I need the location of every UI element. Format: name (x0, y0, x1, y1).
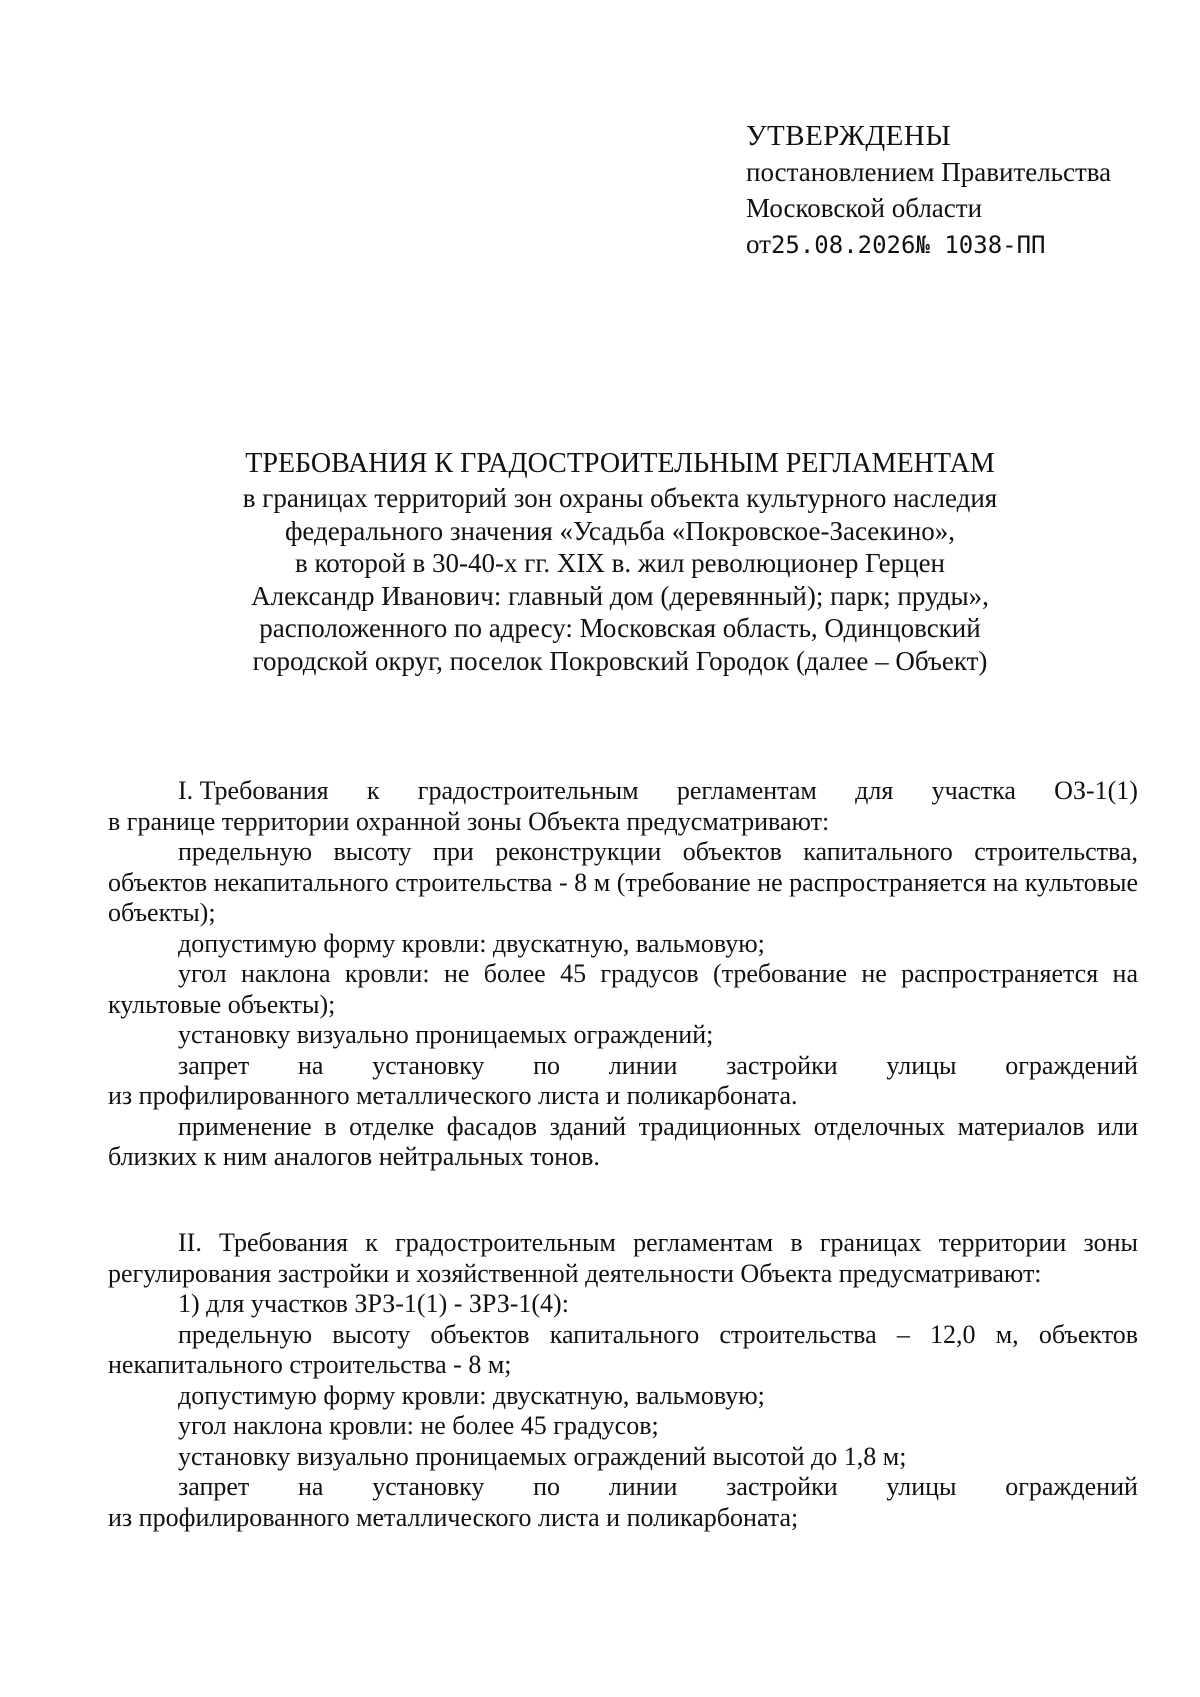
word: ОЗ-1(1) (1054, 776, 1138, 805)
word: по (533, 1050, 561, 1080)
fence-ban-rest: из профилированного металлического листа и поликарбоната; (108, 1502, 799, 1532)
approval-date-line (746, 226, 1166, 263)
requirement-item: угол наклона кровли: не более 45 градусов; (178, 1411, 659, 1440)
title-line: расположенного по адресу: Московская область, Одинцовский (259, 613, 981, 643)
requirement-item: допустимую форму кровли: двускатную, вальмовую; (178, 1380, 765, 1410)
word: на (298, 1050, 324, 1080)
word: линии (608, 1050, 678, 1080)
word: к (366, 776, 380, 805)
section-2 (108, 1228, 1138, 1533)
word: на (298, 1472, 324, 1501)
requirement-item: установку визуально проницаемых ограждений высотой до 1,8 м; (178, 1441, 907, 1471)
word: установку (372, 1472, 485, 1501)
title-line: в которой в 30-40-х гг. XIX в. жил революционер Герцен (294, 548, 946, 578)
fence-ban-line (108, 1051, 1138, 1082)
section-2-intro: II. Требования к градостроительным регламентам в границах территории зоны регулирования застройки и хозяйственной деятельности Объекта предусматривают: (108, 1228, 1138, 1288)
requirement-item: угол наклона кровли: не более 45 градусов (требование не распространяется на культовые объекты); (108, 959, 1138, 1019)
document-number: № 1038-ПП (915, 231, 1046, 259)
title-line: федерального значения «Усадьба «Покровское-Засекино», (284, 515, 956, 546)
section-1-intro-rest: в границе территории охранной зоны Объекта предусматривают: (108, 806, 830, 836)
title-line: городской округ, поселок Покровский Городок (далее – Объект) (252, 645, 988, 676)
requirement-item: предельную высоту при реконструкции объектов капитального строительства, объектов некапитального строительства - 8 м (требование не распространяется на культовые объекты); (108, 837, 1138, 927)
approval-block (746, 118, 1166, 263)
title-line: Александр Иванович: главный дом (деревянный); парк; пруды», (251, 580, 989, 611)
word: улицы (886, 1472, 957, 1501)
word: установку (372, 1050, 485, 1080)
word: улицы (886, 1050, 957, 1080)
title-heading: ТРЕБОВАНИЯ К ГРАДОСТРОИТЕЛЬНЫМ РЕГЛАМЕНТАМ (245, 448, 995, 479)
word: застройки (726, 1050, 838, 1080)
word: градостроительным (417, 776, 639, 805)
document-title (180, 446, 1060, 677)
section-2-subhead: 1) для участков ЗРЗ-1(1) - ЗРЗ-1(4): (178, 1289, 569, 1318)
section-1-intro-line (108, 776, 1138, 807)
date-value: 25.08.2026 (770, 231, 916, 259)
word: участка (931, 776, 1016, 805)
date-prefix: от (746, 229, 771, 259)
word: запрет (178, 1050, 250, 1080)
requirement-item: допустимую форму кровли: двускатную, вальмовую; (178, 928, 765, 958)
approval-stamp: УТВЕРЖДЕНЫ (746, 120, 952, 152)
fence-ban-line (108, 1472, 1138, 1503)
word: I. Требования (178, 776, 329, 805)
word: ограждений (1005, 1050, 1138, 1080)
word: регламентам (676, 776, 817, 805)
requirement-item: установку визуально проницаемых ограждений; (178, 1020, 714, 1049)
word: линии (608, 1472, 678, 1501)
approval-line-2: Московской области (746, 193, 983, 223)
word: для (855, 776, 894, 805)
requirement-item: применение в отделке фасадов зданий традиционных отделочных материалов или близких к ним аналогов нейтральных тонов. (108, 1111, 1138, 1171)
word: запрет (178, 1472, 250, 1501)
word: по (533, 1472, 561, 1501)
word: ограждений (1005, 1472, 1138, 1501)
approval-line-1: постановлением Правительства (746, 157, 1112, 187)
section-1 (108, 776, 1138, 1173)
requirement-item: предельную высоту объектов капитального строительства – 12,0 м, объектов некапитального строительства - 8 м; (108, 1319, 1138, 1379)
title-line: в границах территорий зон охраны объекта культурного наследия (242, 483, 998, 513)
word: застройки (726, 1472, 838, 1501)
fence-ban-rest: из профилированного металлического листа и поликарбоната. (108, 1081, 798, 1110)
